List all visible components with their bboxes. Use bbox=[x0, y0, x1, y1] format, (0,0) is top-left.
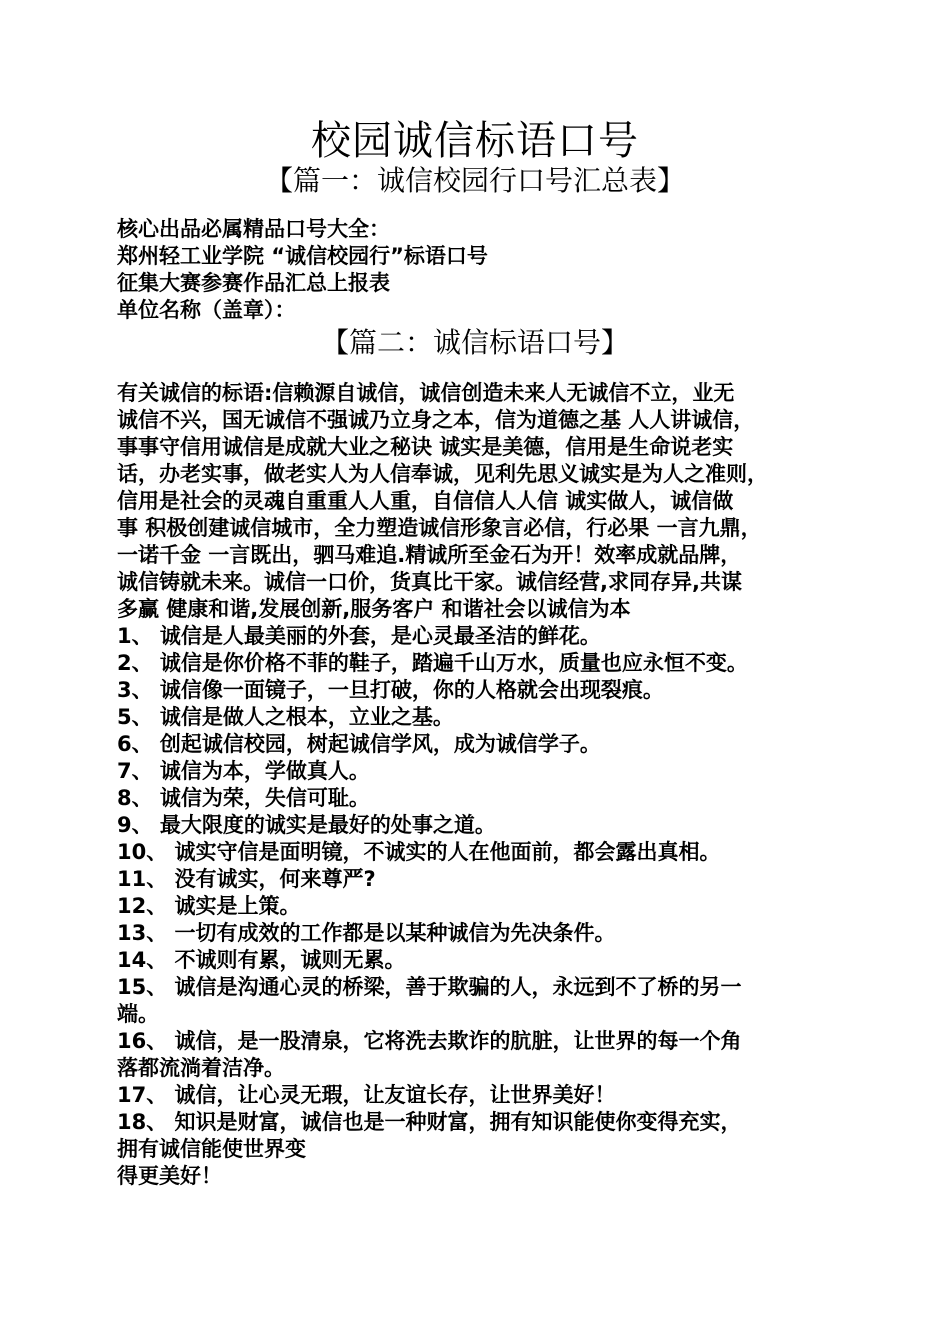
body-block bbox=[117, 380, 847, 1190]
body-line: 诚信铸就未来。诚信一口价，货真比干家。诚信经营,求同存异,共谋 bbox=[117, 570, 742, 594]
body-line: 10、 诚实守信是面明镜，不诚实的人在他面前，都会露出真相。 bbox=[117, 840, 721, 864]
body-line: 11、 没有诚实，何来尊严? bbox=[117, 867, 376, 891]
body-line: 得更美好！ bbox=[117, 1164, 222, 1188]
body-line: 6、 创起诚信校园，树起诚信学风，成为诚信学子。 bbox=[117, 732, 601, 756]
body-line: 9、 最大限度的诚实是最好的处事之道。 bbox=[117, 813, 496, 837]
body-line: 事 积极创建诚信城市，全力塑造诚信形象言必信，行必果 一言九鼎， bbox=[117, 516, 762, 540]
body-line: 信用是社会的灵魂自重重人人重，自信信人人信 诚实做人，诚信做 bbox=[117, 489, 734, 513]
body-line: 12、 诚实是上策。 bbox=[117, 894, 301, 918]
body-line: 14、 不诚则有累，诚则无累。 bbox=[117, 948, 406, 972]
body-line: 2、 诚信是你价格不菲的鞋子，踏遍千山万水，质量也应永恒不变。 bbox=[117, 651, 748, 675]
body-line: 拥有诚信能使世界变 bbox=[117, 1137, 306, 1161]
body-line: 13、 一切有成效的工作都是以某种诚信为先决条件。 bbox=[117, 921, 616, 945]
body-line: 诚信不兴，国无诚信不强诚乃立身之本，信为道德之基 人人讲诚信， bbox=[117, 408, 755, 432]
body-line: 8、 诚信为荣，失信可耻。 bbox=[117, 786, 370, 810]
intro-line: 郑州轻工业学院 “诚信校园行”标语口号 bbox=[117, 244, 488, 268]
body-line: 多赢 健康和谐,发展创新,服务客户 和谐社会以诚信为本 bbox=[117, 597, 631, 621]
intro-line: 核心出品必属精品口号大全： bbox=[117, 217, 390, 241]
intro-line: 征集大赛参赛作品汇总上报表 bbox=[117, 271, 390, 295]
body-line: 17、 诚信，让心灵无瑕，让友谊长存，让世界美好！ bbox=[117, 1083, 616, 1107]
document-title: 校园诚信标语口号 bbox=[311, 118, 639, 164]
body-line: 端。 bbox=[117, 1002, 159, 1026]
body-line: 16、 诚信，是一股清泉，它将洗去欺诈的肮脏，让世界的每一个角 bbox=[117, 1029, 742, 1053]
body-line: 1、 诚信是人最美丽的外套，是心灵最圣洁的鲜花。 bbox=[117, 624, 601, 648]
body-line: 话，办老实事，做老实人为人信奉诚，见利先思义诚实是为人之准则， bbox=[117, 462, 768, 486]
body-line: 15、 诚信是沟通心灵的桥梁，善于欺骗的人，永远到不了桥的另一 bbox=[117, 975, 742, 999]
intro-block bbox=[117, 216, 847, 324]
body-line: 18、 知识是财富，诚信也是一种财富，拥有知识能使你变得充实， bbox=[117, 1110, 742, 1134]
section1-heading: 【篇一：诚信校园行口号汇总表】 bbox=[264, 164, 685, 197]
body-line: 事事守信用诚信是成就大业之秘诀 诚实是美德，信用是生命说老实 bbox=[117, 435, 734, 459]
body-line: 7、 诚信为本，学做真人。 bbox=[117, 759, 370, 783]
body-line: 3、 诚信像一面镜子，一旦打破，你的人格就会出现裂痕。 bbox=[117, 678, 664, 702]
body-line: 一诺千金 一言既出，驷马难追.精诚所至金石为开！效率成就品牌， bbox=[117, 543, 742, 567]
body-line: 落都流淌着洁净。 bbox=[117, 1056, 285, 1080]
body-line: 有关诚信的标语:信赖源自诚信，诚信创造未来人无诚信不立，业无 bbox=[117, 381, 735, 405]
body-line: 5、 诚信是做人之根本，立业之基。 bbox=[117, 705, 454, 729]
section2-heading: 【篇二：诚信标语口号】 bbox=[320, 326, 629, 359]
intro-line: 单位名称（盖章）： bbox=[117, 298, 296, 322]
